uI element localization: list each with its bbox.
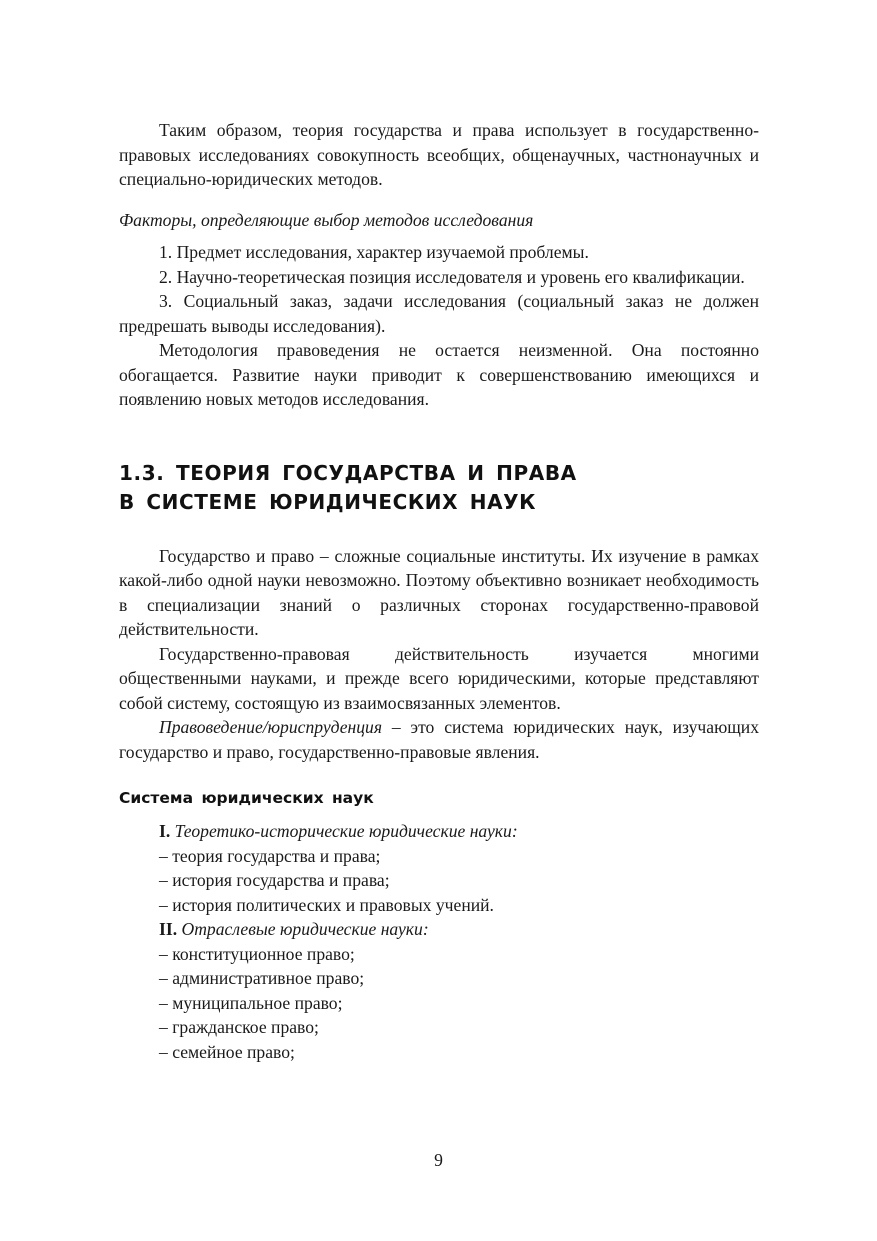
factor-item-1: 1. Предмет исследования, характер изучаемой проблемы. [159,242,589,262]
factors-heading: Факторы, определяющие выбор методов исследования [119,209,534,230]
list-item: – конституционное право; [159,943,355,964]
factor-item-2: 2. Научно-теоретическая позиция исследователя и уровень его квалификации. [159,266,745,287]
methodology-paragraph: Методология правоведения не остается неизменной. Она постоянно обогащается. Развитие науки приводит к совершенствованию имеющихся и появлению новых методов исследования. [119,340,759,409]
list-item: – история политических и правовых учений. [159,894,494,915]
list-item: – гражданское право; [159,1017,319,1037]
system-heading: Система юридических наук [119,789,374,807]
group-2-label: Отраслевые юридические науки: [181,919,429,939]
factor-item-3: 3. Социальный заказ, задачи исследования (социальный заказ не должен предрешать выводы исследования). [119,291,759,336]
list-item: – семейное право; [159,1041,295,1062]
section-title [119,459,759,517]
jurisprudence-definition: – это система юридических наук, изучающих государство и право, государственно-правовые явления. [119,717,759,762]
state-law-paragraph: Государство и право – сложные социальные институты. Их изучение в рамках какой-либо одной науки невозможно. Поэтому объективно возникает необходимость в специализации знаний о различных сторонах государственно-правовой действительности. [119,545,759,639]
group-1-title [119,819,759,844]
section-title-line-2: В СИСТЕМЕ ЮРИДИЧЕСКИХ НАУК [119,489,537,514]
page-content [119,118,759,1064]
list-item: – история государства и права; [159,870,390,890]
section-title-line-1: 1.3. ТЕОРИЯ ГОСУДАРСТВА И ПРАВА [119,460,577,485]
group-2-number: II. [159,919,178,939]
intro-paragraph: Таким образом, теория государства и права использует в государственно-правовых исследованиях совокупность всеобщих, общенаучных, частнонаучных и специально-юридических методов. [119,120,759,189]
sciences-paragraph: Государственно-правовая действительность изучается многими общественными науками, и прежде всего юридическими, которые представляют собой систему, состоящую из взаимосвязанных элементов. [119,643,759,713]
group-2-title [119,917,759,942]
list-item: – теория государства и права; [159,845,381,866]
list-item: – административное право; [159,968,365,988]
page-number: 9 [434,1150,443,1170]
jurisprudence-term: Правоведение/юриспруденция [159,717,383,737]
jurisprudence-paragraph [119,715,759,764]
list-item: – муниципальное право; [159,992,343,1013]
group-1-number: I. [159,821,171,841]
group-1-label: Теоретико-исторические юридические науки: [174,821,518,841]
